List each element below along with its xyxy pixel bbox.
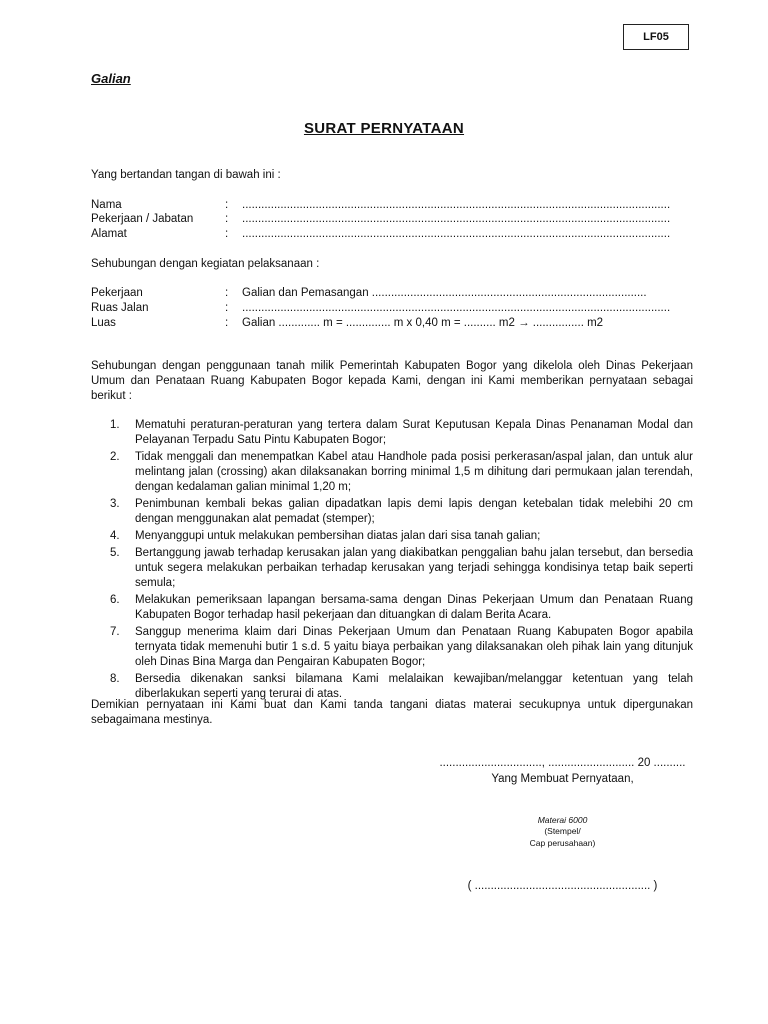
item-text: Bersedia dikenakan sanksi bilamana Kami melalaikan kewajiban/melanggar ketentuan yang telah diberlakukan seperti yang terurai di atas. [135,673,693,700]
field-label: Nama [91,199,122,211]
list-item [110,497,693,527]
field-value: ...................................................................................................................................... [242,199,671,211]
intro-text: Yang bertandan tangan di bawah ini : [91,169,281,181]
item-text: Mematuhi peraturan-peraturan yang tertera dalam Surat Keputusan Kepala Dinas Penanaman Modal dan Pelayanan Terpadu Satu Pintu Kabupaten Bogor; [135,419,693,446]
item-text: Bertanggung jawab terhadap kerusakan jalan yang diakibatkan penggalian bahu jalan tersebut, dan bersedia untuk segera melakukan perbaikan terhadap kerusakan yang terjadi sehingga kondisinya tetap baik seperti semula; [135,547,693,589]
list-item [110,450,693,495]
field-colon: : [225,199,229,211]
activity-row [91,302,681,317]
category-label: Galian [91,71,131,86]
item-number: 7. [110,626,120,638]
field-colon: : [225,302,229,314]
identity-row [91,213,681,228]
field-colon: : [225,317,229,329]
form-code-box [623,24,689,50]
item-number: 2. [110,451,120,463]
stamp-note-line2: Cap perusahaan) [529,838,596,848]
item-text: Penimbunan kembali bekas galian dipadatkan lapis demi lapis dengan ketebalan tidak melebihi 20 cm dengan menggunakan alat pemadat (stemper); [135,498,693,525]
field-value: ...................................................................................................................................... [242,213,671,225]
item-number: 4. [110,530,120,542]
field-label: Pekerjaan [91,287,143,299]
form-code: LF05 [643,31,669,43]
identity-row [91,199,681,214]
item-number: 5. [110,547,120,559]
field-value: Galian ............. m = .............. m x 0,40 m = .......... m2 → ................ m2 [242,317,604,329]
field-label: Alamat [91,228,127,240]
activity-intro-text: Sehubungan dengan kegiatan pelaksanaan : [91,258,320,270]
item-number: 1. [110,419,120,431]
stamp-note-line1: (Stempel/ [544,826,581,836]
item-number: 8. [110,673,120,685]
list-item [110,625,693,670]
stamp-duty-note: Materai 6000 [537,815,588,825]
place-date-line: ................................, ........................... 20 .......... [439,757,686,769]
field-label: Pekerjaan / Jabatan [91,213,194,225]
signatory-name-line: ( ....................................................... ) [467,880,658,892]
field-label: Luas [91,317,116,329]
field-value: Galian dan Pemasangan ...................................................................................... [242,287,647,299]
field-colon: : [225,228,229,240]
list-item [110,529,693,544]
list-item [110,546,693,591]
closing-paragraph: Demikian pernyataan ini Kami buat dan Kami tanda tangani diatas materai secukupnya untuk dipergunakan sebagaimana mestinya. [91,699,693,726]
activity-row [91,287,681,302]
field-colon: : [225,287,229,299]
item-text: Tidak menggali dan menempatkan Kabel atau Handhole pada posisi perkerasan/aspal jalan, dan untuk alur melintang jalan (crossing) akan dilaksanakan borring minimal 1,5 m dihitung dari permukaan jalan terendah, dengan kedalaman galian minimal 1,20 m; [135,451,693,493]
item-number: 6. [110,594,120,606]
identity-row [91,228,681,243]
item-text: Menyanggupi untuk melakukan pembersihan diatas jalan dari sisa tanah galian; [135,530,541,542]
field-value: ...................................................................................................................................... [242,302,671,314]
list-item [110,418,693,448]
item-text: Melakukan pemeriksaan lapangan bersama-sama dengan Dinas Pekerjaan Umum dan Penataan Ruang Kabupaten Bogor terhadap hasil pekerjaan dan dituangkan di dalam Berita Acara. [135,594,693,621]
field-label: Ruas Jalan [91,302,149,314]
activity-row [91,317,681,332]
document-title: SURAT PERNYATAAN [303,120,465,137]
list-item [110,593,693,623]
field-value: ...................................................................................................................................... [242,228,671,240]
statement-paragraph: Sehubungan dengan penggunaan tanah milik Pemerintah Kabupaten Bogor yang dikelola oleh Dinas Pekerjaan Umum dan Penataan Ruang Kabupaten Bogor kepada Kami, dengan ini Kami memberikan pernyataan sebagai berikut : [91,360,693,402]
field-colon: : [225,213,229,225]
item-number: 3. [110,498,120,510]
signatory-label: Yang Membuat Pernyataan, [491,773,634,785]
item-text: Sanggup menerima klaim dari Dinas Pekerjaan Umum dan Penataan Ruang Kabupaten Bogor apabila ternyata tidak memenuhi butir 1 s.d. 5 yaitu biaya perbaikan yang dilaksanakan oleh pihak lain yang ditunjuk oleh Dinas Bina Marga dan Pengairan Kabupaten Bogor; [135,626,693,668]
statement-list [110,418,693,704]
